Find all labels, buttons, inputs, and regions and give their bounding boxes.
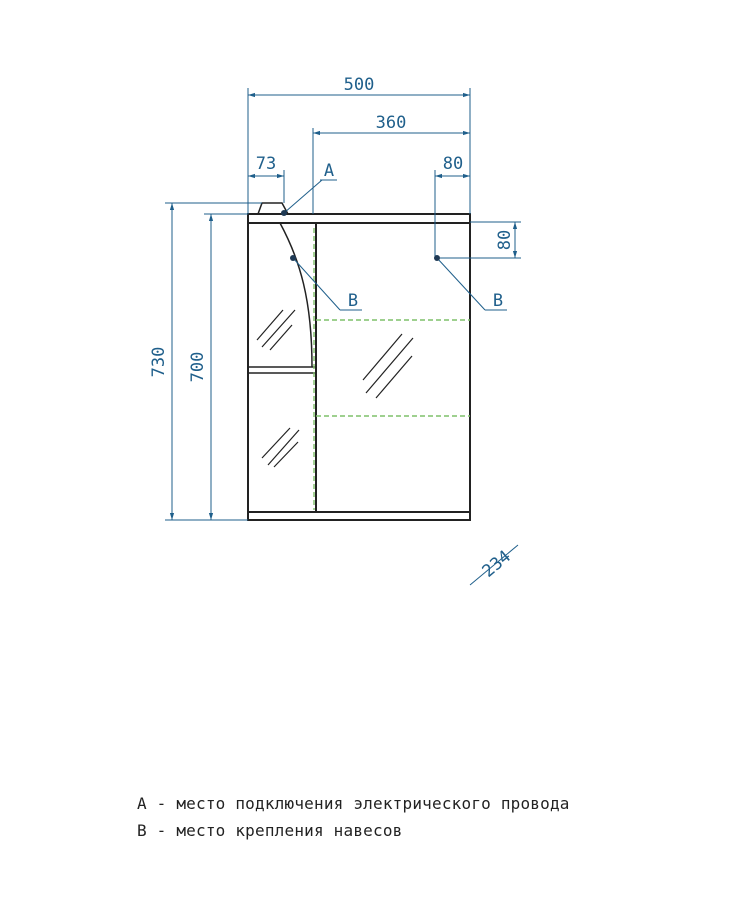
dim-360-label: 360 xyxy=(375,113,407,133)
dim-234-label: 234 xyxy=(478,546,515,582)
mirror-hatches xyxy=(257,310,413,467)
point-b-right xyxy=(434,255,440,261)
dim-700-label: 700 xyxy=(188,351,208,383)
hatch-c3 xyxy=(376,356,412,398)
legend-line-b: B - место крепления навесов xyxy=(137,821,403,840)
marker-b-right-label: B xyxy=(492,291,504,311)
dim-73-label: 73 xyxy=(255,154,277,174)
legend-line-a: A - место подключения электрического провода xyxy=(137,794,570,813)
leader-a xyxy=(284,180,322,213)
dim-730-label: 730 xyxy=(149,346,169,378)
point-b-left xyxy=(290,255,296,261)
legend xyxy=(137,790,570,844)
point-a xyxy=(281,210,287,216)
leader-b-right xyxy=(437,258,485,310)
dim-80-top-label: 80 xyxy=(442,154,464,174)
dim-80-side-label: 80 xyxy=(495,229,515,251)
hidden-lines xyxy=(314,228,470,510)
leaders xyxy=(284,180,507,310)
curved-panel-edge xyxy=(280,223,312,367)
hatch-a3 xyxy=(270,325,292,350)
extension-lines xyxy=(165,88,521,520)
marker-a-label: A xyxy=(323,161,335,181)
hatch-a1 xyxy=(257,310,283,340)
cabinet-outline xyxy=(248,203,470,520)
hatch-b1 xyxy=(262,428,290,458)
hatch-c2 xyxy=(366,338,413,393)
points xyxy=(281,210,440,261)
dim-500-label: 500 xyxy=(343,75,375,95)
marker-b-left-label: B xyxy=(347,291,359,311)
